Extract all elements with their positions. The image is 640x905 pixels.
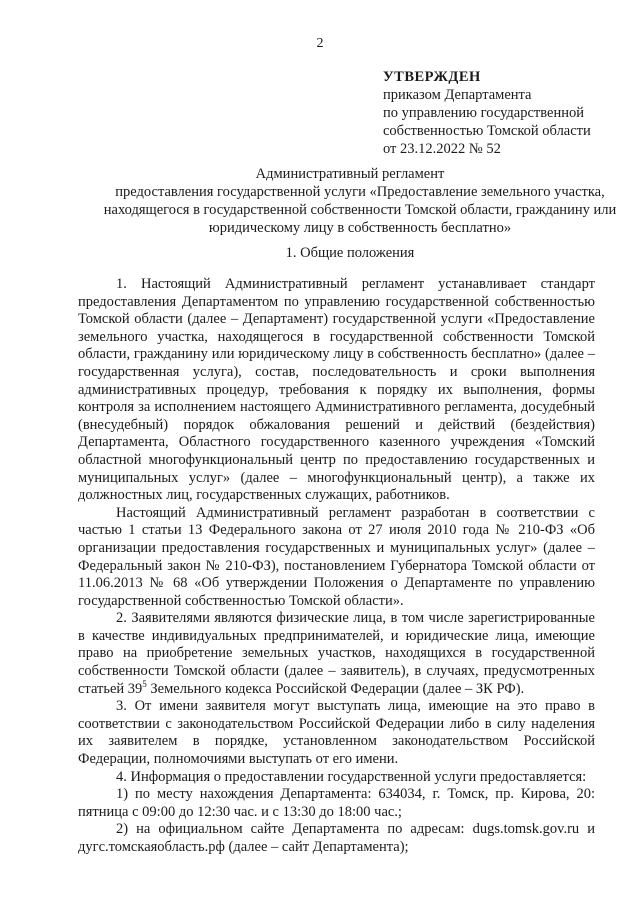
paragraph-3-text: 2. Заявителями являются физические лица, в том числе зарегистрированные в качестве индивидуальных предпринимателей, и юридические лица, имеющие право на приобретение земельных участков, находящихся в государственной собственности Томской области (далее – заявитель), в случаях, предусмотренных статьей 39	[78, 610, 595, 697]
paragraph-3-text-end: Земельного кодекса Российской Федерации (далее – ЗК РФ).	[146, 680, 525, 697]
approval-line-property: собственностью Томской области	[383, 123, 591, 139]
paragraph-1: 1. Настоящий Административный регламент устанавливает стандарт предоставления Департаментом по управлению государственной собственностью Томской области (далее – Департамент) государственной услуги «Предоставление земельного участка, находящегося в государственной собственности Томской области, гражданину или юридическому лицу в собственность бесплатно» (далее – государственная услуга), состав, последовательность и сроки выполнения административных процедур, требования к порядку их выполнения, формы контроля за исполнением настоящего Административного регламента, досудебный (внесудебный) порядок обжалования решений и действий (бездействия) Департамента, Областного государственного казенного учреждения «Томский областной многофункциональный центр по предоставлению государственных и муниципальных услуг» (далее – многофункциональный центр), а также их должностных лиц, государственных служащих, работников.	[78, 276, 595, 504]
document-title-line2: предоставления государственной услуги «Предоставление земельного участка, находящегося в государственной собственности Томской области, гражданину или юридическому лицу в собственность бесплатно»	[103, 184, 617, 236]
paragraph-7: 2) на официальном сайте Департамента по адресам: dugs.tomsk.gov.ru и дугс.томскаяобласть.рф (далее – сайт Департамента);	[78, 821, 595, 855]
approval-heading: УТВЕРЖДЕН	[383, 69, 481, 85]
paragraph-2: Настоящий Административный регламент разработан в соответствии с частью 1 статьи 13 Федерального закона от 27 июля 2010 года № 210-ФЗ «Об организации предоставления государственных и муниципальных услуг» (далее – Федеральный закон № 210-ФЗ), постановлением Губернатора Томской области от 11.06.2013 № 68 «Об утверждении Положения о Департаменте по управлению государственной собственностью Томской области».	[78, 504, 595, 609]
paragraph-6: 1) по месту нахождения Департамента: 634034, г. Томск, пр. Кирова, 20: пятница с 09:00 до 12:30 час. и с 13:30 до 18:00 час.;	[78, 786, 595, 820]
page-number: 2	[316, 36, 324, 51]
paragraph-3-superscript: 5	[142, 678, 147, 689]
document-title-line1: Административный регламент	[255, 166, 445, 182]
document-title	[80, 165, 620, 237]
approval-line-management: по управлению государственной	[383, 105, 584, 121]
paragraph-3	[78, 610, 595, 698]
approval-line-order: приказом Департамента	[383, 87, 532, 103]
document-body	[78, 276, 595, 857]
paragraph-4: 3. От имени заявителя могут выступать лица, имеющие на это право в соответствии с законодательством Российской Федерации либо в силу наделения их заявителем в порядке, установленном законодательством Российской Федерации, полномочиями выступать от его имени.	[78, 698, 595, 768]
approval-stamp	[383, 68, 591, 158]
approval-line-date: от 23.12.2022 № 52	[383, 141, 501, 157]
paragraph-5: 4. Информация о предоставлении государственной услуги предоставляется:	[116, 768, 587, 785]
section-heading: 1. Общие положения	[285, 245, 415, 261]
